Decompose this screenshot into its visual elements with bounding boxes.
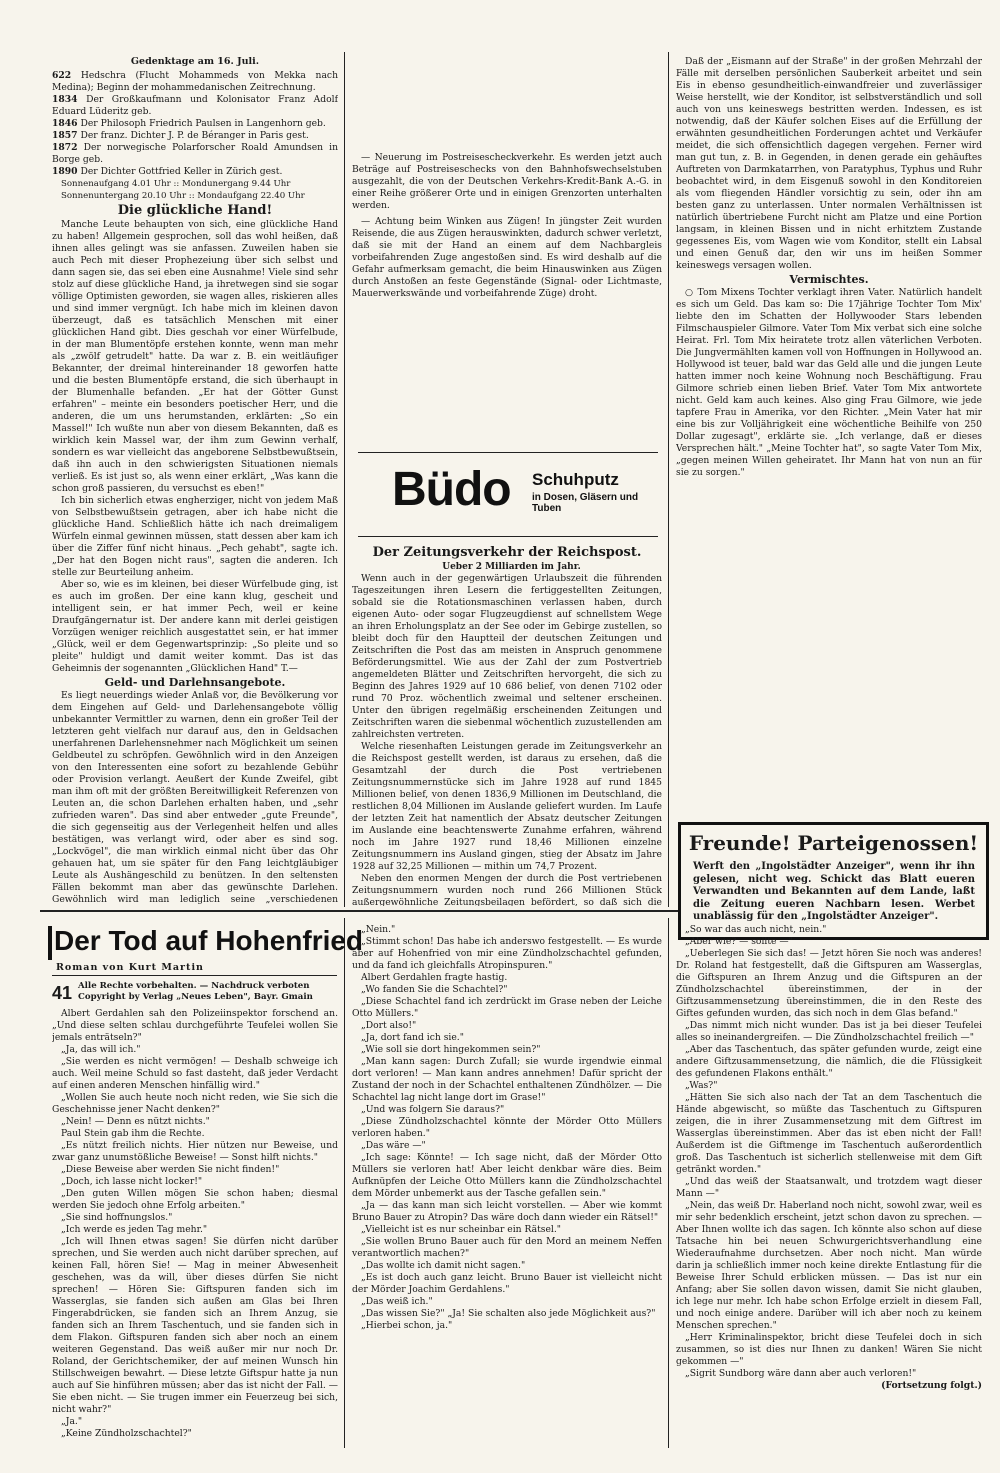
novel-title-bar <box>48 926 52 960</box>
novel-paragraph: „Dort also!" <box>361 1020 417 1031</box>
novel-column-2 <box>352 924 662 1448</box>
article-paragraph: Aber so, wie es im kleinen, bei dieser Würfelbude ging, ist es auch im großen. Der eine kann klug, gescheit und intelligent sein, er hat immer Pech, weil er keine Draufgängernatur ist. Der andere kann mit derlei geistigen Vorzügen weniger reichlich ausgestattet sein, er hat immer „Glück, weil er dem Gegenwartsprinzip: „So pleite und so pleite" huldigt und damit weiter kommt. Das ist das Geheimnis der sogenannten „Glücklichen Hand" T.— <box>52 579 338 674</box>
novel-paragraph: „Stimmt schon! Das habe ich anderswo festgestellt. — Es wurde aber auf Hohenfried von mir eine Zündholzschachtel gefunden, und da fand ich gleichfalls Atropinspuren." <box>352 936 662 971</box>
budo-brand: Büdo <box>392 463 511 516</box>
article-paragraph: ○ Tom Mixens Tochter verklagt ihren Vater. Natürlich handelt es sich um Geld. Das kam so: Die 17jährige Tochter Tom Mix' liebte den im Schatten der Hollywooder Stars lebenden Filmschauspieler Gilmore. Vater Tom Mix verbat sich eine solche Heirat. Frl. Tom Mix heiratete trotz allen väterlichen Verboten. Die Jungvermählten kamen voll von Hoffnungen in Hollywood an. Hollywood ist teuer, bald war das Geld alle und die jungen Leute hatten immer noch keine Wohnung noch Beschäftigung. Frau Gilmore schrieb einen lieben Brief. Vater Tom Mix antwortete nicht. Geld kam auch keines. Also ging Frau Gilmore, wie jede tapfere Frau in Amerika, vor den Richter. „Mein Vater hat mir eine bis zur Volljährigkeit eine wöchentliche Beihilfe von 250 Dollar zugesagt", erklärte sie. „Ich verlange, daß er dieses Versprechen hält." „Meine Tochter hat", so sagte Vater Tom Mix, „gegen meinen Willen geheiratet. Ihr Mann hat von nun an für sie zu sorgen." <box>676 287 982 478</box>
novel-paragraph: „Hätten Sie sich also nach der Tat an dem Taschentuch die Hände abgewischt, so müßte das Taschentuch zu Giftspuren zeigen, die in ihrer Zusammensetzung mit dem Giftrest im Wasserglas übereinstimmen. Aber das ist eben nicht der Fall! Außerdem ist die Giftmenge im Taschentuch außerordentlich groß. Das Taschentuch ist sicherlich stellenweise mit dem Gift getränkt worden." <box>676 1092 982 1175</box>
column-rule <box>668 52 669 907</box>
novel-paragraph: „Herr Kriminalinspektor, bricht diese Teufelei doch in sich zusammen, so ist dies nur Ihnen zu danken! Wären Sie nicht gekommen —" <box>676 1332 982 1367</box>
novel-paragraph: „Nein, das weiß Dr. Haberland noch nicht, sowohl zwar, weil es mir sehr bedenklich erscheint, jetzt schon davon zu sprechen. — Aber Ihnen wollte ich das sagen. Ich könnte also schon auf diese Tatsache hin bei neuen Schwurgerichtsverhandlung eine Wiederaufnahme durchsetzen. Aber noch nicht. Man würde darin ja schließlich immer noch keine direkte Entlastung für die Beweise Ihrer Schuld erblicken müssen. — Das ist nur ein Anfang; aber Sie sollen davon wissen, damit Sie nicht glauben, ich lege nur mehr. Ich habe schon Erfolge erzielt in diesem Fall, und noch einige andere. Darüber will ich aber noch zu keinem Menschen sprechen." <box>676 1200 982 1331</box>
novel-title-underline <box>52 975 337 976</box>
almanac <box>52 56 338 202</box>
novel-paragraph: „Das wissen Sie?" „Ja! Sie schalten also jede Möglichkeit aus?" <box>361 1308 656 1319</box>
article-title: Vermischtes. <box>789 273 869 286</box>
article-paragraph: Manche Leute behaupten von sich, eine glückliche Hand zu haben! Allgemein gesprochen, soll das wohl heißen, daß ihnen alles gelingt was sie anfassen. Zuweilen haben sie auch Pech mit dieser Prophezeiung über sich selbst und dann sagen sie, das sei eben eine Ausnahme! Viele sind sehr stolz auf diese glückliche Hand, ja ihretwegen sind sie sogar völlige Optimisten geworden, sie wagen alles, riskieren alles und sind immer vergnügt. Ich habe mich im kleinen davon überzeugt, daß es tatsächlich Menschen mit einer glücklichen Hand gibt. Dies geschah vor einer Würfelbude, in der man Blumentöpfe erstehen konnte, wenn man mehr als „zwölf getrudelt" hatte. Da war z. B. ein weitläufiger Bekannter, der dreimal hintereinander 18 geworfen hatte und die besten Blumentöpfe erstand, die sich überhaupt in der Blumenhalle befanden. „Er hat der Götter Gunst erfahren" – meinte ein besonders poetischer Herr, und die anderen, die um uns herumstanden, erklärten: „So ein Massel!" Ich wußte nun aber von diesem Bekannten, daß es wirklich kein Massel war, der ihm zum Gewinn verhalf, sondern es war vielleicht das angeborene Selbstbewußtsein, daß ihn auch in den schwierigsten Situationen niemals verließ. Es ist just so, als wenn einer erklärt, „Was kann die schon groß passieren, du versuchst es eben!" <box>52 219 338 494</box>
novel-paragraph: „Vielleicht ist es nur scheinbar ein Rätsel." <box>361 1224 562 1235</box>
novel-author: Roman von Kurt Martin <box>56 962 204 973</box>
freunde-advertisement <box>678 822 989 940</box>
novel-paragraph: „Das weiß ich." <box>361 1296 433 1307</box>
novel-column-3 <box>676 924 982 1448</box>
article-title: Die glückliche Hand! <box>117 203 273 218</box>
novel-paragraph: „Sie werden es nicht vermögen! — Deshalb schweige ich auch. Weil meine Schuld so fast dasteht, daß jeder Verdacht auf einen anderen Menschen hinfällig wird." <box>52 1056 338 1091</box>
column-1 <box>52 56 338 906</box>
novel-paragraph: „Sie wollen Bruno Bauer auch für den Mord an meinem Neffen verantwortlich machen?" <box>352 1236 662 1259</box>
sunset-line: Sonnenuntergang 20.10 Uhr :: Mondaufgang 22.40 Uhr <box>61 191 305 201</box>
novel-paragraph: „Das wollte ich damit nicht sagen." <box>361 1260 526 1271</box>
article-paragraph: Wenn auch in der gegenwärtigen Urlaubszeit die führenden Tageszeitungen ihren Lesern die fertiggestellten Zeitungen, sobald sie die Rotationsmaschinen verlassen haben, durch eigenen Auto- oder sogar Flugzeugdienst auf schnellstem Wege an ihren Erholungsplatz an der See oder im Gebirge zustellen, so bleibt doch für den Hauptteil der deutschen Zeitungen und Zeitschriften die Post das am meisten in Anspruch genommene Beförderungsmittel. Wie aus der Zahl der zum Postvertrieb angemeldeten Blätter und Zeitschriften hervorgeht, die sich zu Beginn des Jahres 1929 auf 10 686 belief, von denen 7102 oder rund 70 Proz. wöchentlich zweimal und seltener erscheinen. Unter den übrigen regelmäßig erscheinenden Zeitungen und Zeitschriften waren die siebenmal wöchentlich zuzustellenden am zahlreichsten vertreten. <box>352 573 662 740</box>
novel-column-1 <box>52 1008 338 1448</box>
article-title: Der Zeitungsverkehr der Reichspost. <box>372 545 642 560</box>
novel-paragraph: „Wie soll sie dort hingekommen sein?" <box>361 1044 541 1055</box>
novel-paragraph: „Und was folgern Sie daraus?" <box>361 1104 505 1115</box>
sunrise-line: Sonnenaufgang 4.01 Uhr :: Mondunergang 9.44 Uhr <box>61 179 291 189</box>
novel-paragraph: „Sigrit Sundborg wäre dann aber auch verloren!" <box>685 1368 917 1379</box>
novel-paragraph: Albert Gerdahlen fragte hastig. <box>361 972 508 983</box>
novel-paragraph: „Ich sage: Könnte! — Ich sage nicht, daß der Mörder Otto Müllers sie verloren hat! Aber leicht denkbar wäre dies. Beim Aufknüpfen der Leiche Otto Müllers kann die Zündholzschachtel dem Mörder unbemerkt aus der Tasche gefallen sein." <box>352 1152 662 1199</box>
article-paragraph: Neben den enormen Mengen der durch die Post vertriebenen Zeitungsnummern wurden noch rund 266 Millionen Stück außergewöhnliche Zeitungsbeilagen befördert, so daß sich die <box>352 873 662 906</box>
novel-paragraph: „Keine Zündholzschachtel?" <box>61 1428 192 1439</box>
article-paragraph: Ich bin sicherlich etwas engherziger, nicht von jedem Maß von Selbstbewußtsein getragen, aber ich habe nicht die glückliche Hand. Schließlich hätte ich nach dreimaligem Würfeln einmal gewinnen müssen, statt dessen aber kam ich über die Ziffer fünf nicht hinaus. „Pech gehabt", sagte ich. „Der hat den Bogen nicht raus", sagten die anderen. Ich stelle zur Beurteilung anheim. <box>52 495 338 578</box>
novel-paragraph: „Den guten Willen mögen Sie schon haben; diesmal werden Sie jedoch ohne Erfolg arbeiten." <box>52 1188 338 1211</box>
novel-paragraph: „Ich will Ihnen etwas sagen! Sie dürfen nicht darüber sprechen, und Sie werden auch nicht darüber sprechen, auf keinen Fall, hören Sie! — Mag in meiner Abwesenheit geschehen, was da will, über dieses dürfen Sie nicht sprechen! — Hören Sie: Giftspuren fanden sich im Wasserglas, sie fanden sich außen am Glas bei Ihren Fingerabdrücken, sie fanden sich an Ihrem Anzug, sie fanden sich an Ihrem Taschentuch, und sie fanden sich in dem Flakon. Giftspuren fanden sich aber noch an einem weiteren Gegenstand. Das weiß außer mir nur noch Dr. Roland, der Gerichtschemiker, der auf meinen Wunsch hin Stillschweigen bewahrt. — Diese letzte Giftspur hatte ja nun auch auf Sie hinführen müssen; aber das ist nicht der Fall. — Sie eben nicht. — Sie trugen immer ein Feuerzeug bei sich, nicht wahr?" <box>52 1236 338 1415</box>
novel-paragraph: „Nein." <box>361 924 396 935</box>
almanac-entry: 1846 Der Philosoph Friedrich Paulsen in Langenhorn geb. <box>52 118 326 129</box>
column-2-lower <box>352 540 662 906</box>
article-title: Geld- und Darlehnsangebote. <box>104 676 286 689</box>
novel-paragraph: „Diese Beweise aber werden Sie nicht finden!" <box>61 1164 280 1175</box>
novel-rights: Alle Rechte vorbehalten. — Nachdruck verboten Copyright by Verlag „Neues Leben", Bayr. Gmain <box>78 981 313 1002</box>
novel-paragraph: „Diese Zündholzschachtel könnte der Mörder Otto Müllers verloren haben." <box>352 1116 662 1139</box>
novel-paragraph: „Sie sind hoffnungslos." <box>61 1212 173 1223</box>
article-paragraph: Welche riesenhaften Leistungen gerade im Zeitungsverkehr an die Reichspost gestellt werden, ist daraus zu ersehen, daß die Gesamtzahl der durch die Post vertriebenen Zeitungsnummernstücke sich im Jahre 1928 auf rund 1845 Millionen belief, von denen 1836,9 Millionen im Deutschland, die restlichen 8,04 Millionen im Auslande geliefert wurden. Im Laufe der letzten Zeit hat namentlich der Absatz deutscher Zeitungen im Auslande eine beachtenswerte Zunahme erfahren, während noch im Jahre 1927 rund 18,46 Millionen einzelne Zeitungsnummern ins Ausland gingen, stieg der Absatz im Jahre 1928 auf 32,25 Millionen — mithin um 74,7 Prozent. <box>352 741 662 872</box>
novel-paragraph: „Ueberlegen Sie sich das! — Jetzt hören Sie noch was anderes! Dr. Roland hat festgestellt, daß die Giftspuren am Wasserglas, die Giftspuren an Ihrem Anzug und die Giftspuren an der Zündholzschachtel übereinstimmen, der in der Giftzusammensetzung übereinstimmen, die in den Reste des Giftes gefunden wurden, das sich noch in dem Glas befand." <box>676 948 982 1019</box>
freunde-body: Werft den „Ingolstädter Anzeiger", wenn ihr ihn gelesen, nicht weg. Schickt das Blatt eueren Verwandten und Bekannten auf dem Lande, laßt die Zeitung eueren Nachbarn lesen. Werbet unablässig für den „Ingolstädter Anzeiger". <box>693 861 975 922</box>
almanac-entry: 1872 Der norwegische Polarforscher Roald Amundsen in Borge geb. <box>52 142 338 165</box>
freunde-title: Freunde! Parteigenossen! <box>688 831 979 855</box>
novel-paragraph: „Wo fanden Sie die Schachtel?" <box>361 984 508 995</box>
novel-title: Der Tod auf Hohenfried <box>54 925 364 956</box>
column-rule <box>344 918 345 1448</box>
novel-paragraph: „Und das weiß der Staatsanwalt, und trotzdem wagt dieser Mann —" <box>676 1176 982 1199</box>
novel-paragraph: „Ja, dort fand ich sie." <box>361 1032 464 1043</box>
novel-paragraph: „Ich werde es jeden Tag mehr." <box>61 1224 208 1235</box>
novel-paragraph: „Ja, das will ich." <box>61 1044 141 1055</box>
novel-paragraph: Paul Stein gab ihm die Rechte. <box>61 1128 205 1139</box>
column-2 <box>352 56 662 450</box>
column-rule <box>344 52 345 907</box>
news-item: — Neuerung im Postreisescheckverkehr. Es werden jetzt auch Beträge auf Postreiseschecks von den Bahnhofswechselstuben ausgezahlt, die von der Deutschen Verkehrs-Kredit-Bank A.-G. in einer Reihe größerer Orte und in einigen Grenzorten unterhalten werden. <box>352 152 662 211</box>
budo-product: Schuhputz <box>532 470 619 489</box>
novel-paragraph: Albert Gerdahlen sah den Polizeiinspektor forschend an. „Und diese selten schlau durchgeführte Teufelei wollen Sie jemals enträtseln?" <box>52 1008 338 1043</box>
budo-packaging: in Dosen, Gläsern und Tuben <box>532 492 639 514</box>
news-item: — Achtung beim Winken aus Zügen! In jüngster Zeit wurden Reisende, die aus Zügen herauswinkten, dadurch schwer verletzt, daß sie mit der Hand an einem auf dem Nachbargleis vorbeifahrenden Zuge angestoßen sind. Es wird deshalb auf die Gefahr aufmerksam gemacht, die beim Hinauswinken aus Zügen durch Anstoßen an feste Gegenstände (Signal- oder Lichtmaste, Mauerwerkswände und vorbeifahrende Züge) droht. <box>352 216 662 299</box>
novel-paragraph: „Diese Schachtel fand ich zerdrückt im Grase neben der Leiche Otto Müllers." <box>352 996 662 1019</box>
column-rule <box>668 918 669 1448</box>
article-paragraph: Daß der „Eismann auf der Straße" in der großen Mehrzahl der Fälle mit derselben persönlichen Sauberkeit arbeitet und sein Eis in ebenso gesundheitlich-einwandfreier und zuverlässiger Weise herstellt, wie der Konditor, ist selbstverständlich und soll auch von uns keineswegs bestritten werden. Indessen, es ist notwendig, daß der Käufer solchen Eises auf die Erfüllung der erwähnten gesundheitlichen Forderungen achtet und Verkäufer meidet, die sich offensichtlich dagegen vergehen. Ferner wird man gut tun, z. B. in Gegenden, in denen gerade ein gehäuftes Auftreten von Darmkatarrhen, von Paratyphus, Typhus und Ruhr beobachtet wird, in dem Eisgenuß sowohl in den Konditoreien als vom fliegenden Händler vorsichtig zu sein, oder ihn am besten ganz zu unterlassen. Unter normalen Verhältnissen ist natürlich übertriebene Furcht nicht am Platze und eine Portion langsam, in kleinen Bissen und in nicht erhitztem Zustande gegessenes Eis, vom Wagen wie vom Konditor, stellt ein Labsal und einen Genuß dar, den wir uns im heißen Sommer keineswegs versagen wollen. <box>676 56 982 271</box>
novel-paragraph: „Es ist doch auch ganz leicht. Bruno Bauer ist vielleicht nicht der Mörder Joachim Gerdahlens." <box>352 1272 662 1295</box>
novel-paragraph: „So war das auch nicht, nein." <box>685 924 827 935</box>
almanac-entry: 622 Hedschra (Flucht Mohammeds von Mekka nach Medina); Beginn der mohammedanischen Zeitrechnung. <box>52 70 338 93</box>
novel-installment-number: 41 <box>52 983 73 1003</box>
almanac-entry: 1834 Der Großkaufmann und Kolonisator Franz Adolf Eduard Lüderitz geb. <box>52 94 338 117</box>
novel-paragraph: „Das wäre —" <box>361 1140 426 1151</box>
novel-paragraph: „Hierbei schon, ja." <box>361 1320 453 1331</box>
novel-paragraph: „Es nützt freilich nichts. Hier nützen nur Beweise, und zwar ganz unumstößliche Beweise! — Sonst hilft nichts." <box>52 1140 338 1163</box>
almanac-entry: 1890 Der Dichter Gottfried Keller in Zürich gest. <box>52 166 283 177</box>
article-paragraph: Es liegt neuerdings wieder Anlaß vor, die Bevölkerung vor dem Eingehen auf Geld- und Darlehensangebote völlig unbekannter Vermittler zu warnen, denn ein großer Teil der letzteren geht vielfach nur darauf aus, den in Geldsachen unerfahrenen Darlehensnehmer nach Möglichkeit um seinen Geldbeutel zu schröpfen. Gewöhnlich wird in den Anzeigen von den Interessenten eine sofort zu bezahlende Gebühr oder Provision verlangt. Aeußert der Kunde Zweifel, gibt man ihm oft mit der größten Bereitwilligkeit Referenzen von Leuten an, die schon Darlehen erhalten haben, und „sehr zufrieden waren". Das sind aber entweder „gute Freunde", die sich gegenseitig aus der Verlegenheit helfen und alles bestätigen, was verlangt wird, oder aber es sind sog. „Lockvögel", die man wirklich einmal nicht über das Ohr gehauen hat, um sie später für den Fang leichtgläubiger Leute als Aushängeschild zu benützen. In den seltensten Fällen bekommt man aber das gewünschte Darlehen. Gewöhnlich wird man lediglich seine „verschiedenen <box>52 690 338 905</box>
novel-paragraph: „Nein! — Denn es nützt nichts." <box>61 1116 210 1127</box>
article-subtitle: Ueber 2 Milliarden im Jahr. <box>442 562 581 572</box>
ad-rule <box>358 452 658 453</box>
almanac-title: Gedenktage am 16. Juli. <box>130 56 260 67</box>
novel-paragraph: „Aber das Taschentuch, das später gefunden wurde, zeigt eine andere Giftzusammensetzung, die nämlich, die die Flüssigkeit des gefundenen Flakons enthält." <box>676 1044 982 1079</box>
novel-paragraph: „Aber wie? — sollte —" <box>685 936 793 947</box>
novel-paragraph: „Doch, ich lasse nicht locker!" <box>61 1176 203 1187</box>
novel-paragraph: „Ja — das kann man sich leicht vorstellen. — Aber wie kommt Bruno Bauer zu Atropin? Das wäre doch dann wieder ein Rätsel!" <box>352 1200 662 1223</box>
budo-advertisement <box>372 458 660 530</box>
ad-rule <box>358 536 658 537</box>
novel-paragraph: „Das nimmt mich nicht wunder. Das ist ja bei dieser Teufelei alles so ineinandergreifen. — Die Zündholzschachtel freilich —" <box>676 1020 982 1043</box>
novel-paragraph: „Wollen Sie auch heute noch nicht reden, wie Sie sich die Geschehnisse jener Nacht denken?" <box>52 1092 338 1115</box>
novel-paragraph: „Ja." <box>61 1416 83 1427</box>
almanac-entry: 1857 Der franz. Dichter J. P. de Béranger in Paris gest. <box>52 130 309 141</box>
novel-paragraph: „Man kann sagen: Durch Zufall; sie wurde irgendwie einmal dort verloren! — Man kann andres annehmen! Dafür spricht der Zustand der noch in der Schachtel enthaltenen Zündhölzer. — Die Schachtel lag nicht lange dort im Grase!" <box>352 1056 662 1103</box>
novel-paragraph: „Was?" <box>685 1080 718 1091</box>
column-3 <box>676 56 982 816</box>
continued-note: (Fortsetzung folgt.) <box>881 1380 982 1391</box>
